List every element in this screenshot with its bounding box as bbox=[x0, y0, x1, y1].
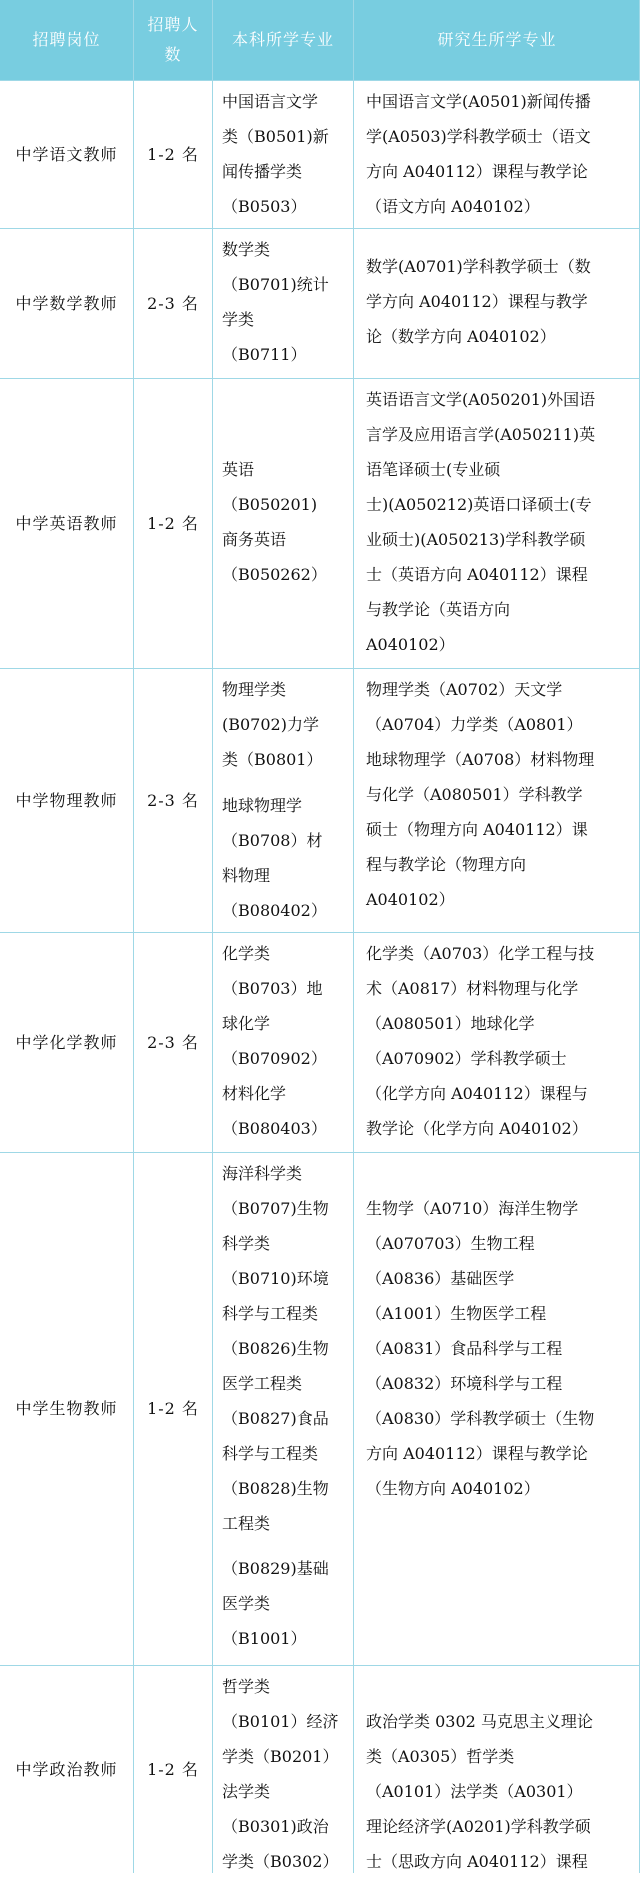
table-row-undergrad-major: 海洋科学类 （B0707)生物 科学类 （B0710)环境 科学与工程类 （B0826)生物 医学工程类 （B0827)食品 科学与工程类 （B0828)生物 工程类 bbox=[222, 1164, 329, 1533]
table-row-graduate-major: 英语语言文学(A050201)外国语 言学及应用语言学(A050211)英 语笔译硕士(专业硕 士)(A050212)英语口译硕士(专 业硕士)(A050213)学科教学硕 士（英语方向 A040112）课程 与教学论（英语方向 A040102） bbox=[366, 390, 596, 654]
table-row-graduate-major: 政治学类 0302 马克思主义理论 类（A0305）哲学类 （A0101）法学类（A0301） 理论经济学(A0201)学科教学硕 士（思政方向 A040112）课程 bbox=[366, 1712, 593, 1871]
table-row-undergrad-major-continued: （B0829)基础 医学类 （B1001） bbox=[222, 1559, 329, 1648]
table-row-undergrad-major: 英语 （B050201) 商务英语 （B050262） bbox=[222, 460, 327, 584]
table-row-graduate-major: 中国语言文学(A0501)新闻传播 学(A0503)学科教学硕士（语文 方向 A040112）课程与教学论 （语文方向 A040102） bbox=[366, 92, 591, 216]
table-row-position: 中学化学教师 bbox=[15, 1032, 118, 1052]
table-row-undergrad-major-continued: 地球物理学 （B0708）材 料物理 （B080402） bbox=[222, 796, 327, 920]
table-row-count: 1-2 名 bbox=[147, 1759, 199, 1779]
table-row-count: 1-2 名 bbox=[147, 144, 199, 164]
table-row-position: 中学数学教师 bbox=[15, 293, 118, 313]
table-row-position: 中学英语教师 bbox=[15, 513, 118, 533]
table-row-count: 1-2 名 bbox=[147, 513, 199, 533]
table-row-graduate-major: 数学(A0701)学科教学硕士（数 学方向 A040112）课程与教学 论（数学方向 A040102） bbox=[366, 257, 591, 346]
table-row-undergrad-major: 哲学类 （B0101）经济 学类（B0201） 法学类 （B0301)政治 学类（B0302） bbox=[222, 1677, 339, 1871]
header-graduate-major: 研究生所学专业 bbox=[437, 30, 557, 49]
table-row-graduate-major: 物理学类（A0702）天文学 （A0704）力学类（A0801） 地球物理学（A0708）材料物理 与化学（A080501）学科教学 硕士（物理方向 A040112）课 程与教学论（物理方向 A040102） bbox=[366, 680, 595, 909]
table-row-undergrad-major: 中国语言文学 类（B0501)新 闻传播学类 （B0503） bbox=[222, 92, 329, 216]
table-row-position: 中学语文教师 bbox=[15, 144, 118, 164]
column-divider bbox=[353, 0, 354, 1873]
table-row-undergrad-major: 物理学类 (B0702)力学 类（B0801） bbox=[222, 680, 323, 769]
table-row-undergrad-major: 化学类 （B0703）地 球化学 （B070902） 材料化学 （B080403） bbox=[222, 944, 327, 1138]
header-undergrad-major: 本科所学专业 bbox=[231, 30, 334, 49]
table-row-undergrad-major: 数学类 （B0701)统计 学类 （B0711） bbox=[222, 240, 329, 364]
table-row-position: 中学生物教师 bbox=[15, 1399, 118, 1418]
table-row-graduate-major: 生物学（A0710）海洋生物学 （A070703）生物工程 （A0836）基础医学 （A1001）生物医学工程 （A0831）食品科学与工程 （A0832）环境科学与工程 （A0830）学科教学硕士（生物 方向 A040112）课程与教学论 （生物方向 A040102） bbox=[366, 1199, 595, 1498]
header-count: 招聘人 数 bbox=[147, 15, 199, 64]
column-divider bbox=[212, 0, 213, 1873]
table-row-count: 2-3 名 bbox=[147, 293, 199, 313]
table-row-count: 2-3 名 bbox=[147, 1032, 199, 1052]
table-row-count: 1-2 名 bbox=[147, 1399, 199, 1418]
table-row-position: 中学政治教师 bbox=[15, 1759, 118, 1779]
table-row-position: 中学物理教师 bbox=[15, 790, 118, 810]
header-position: 招聘岗位 bbox=[32, 30, 101, 49]
table-row-graduate-major: 化学类（A0703）化学工程与技 术（A0817）材料物理与化学 （A080501）地球化学 （A070902）学科教学硕士 （化学方向 A040112）课程与 教学论（化学方向 A040102） bbox=[366, 944, 595, 1138]
table-row-count: 2-3 名 bbox=[147, 790, 199, 810]
